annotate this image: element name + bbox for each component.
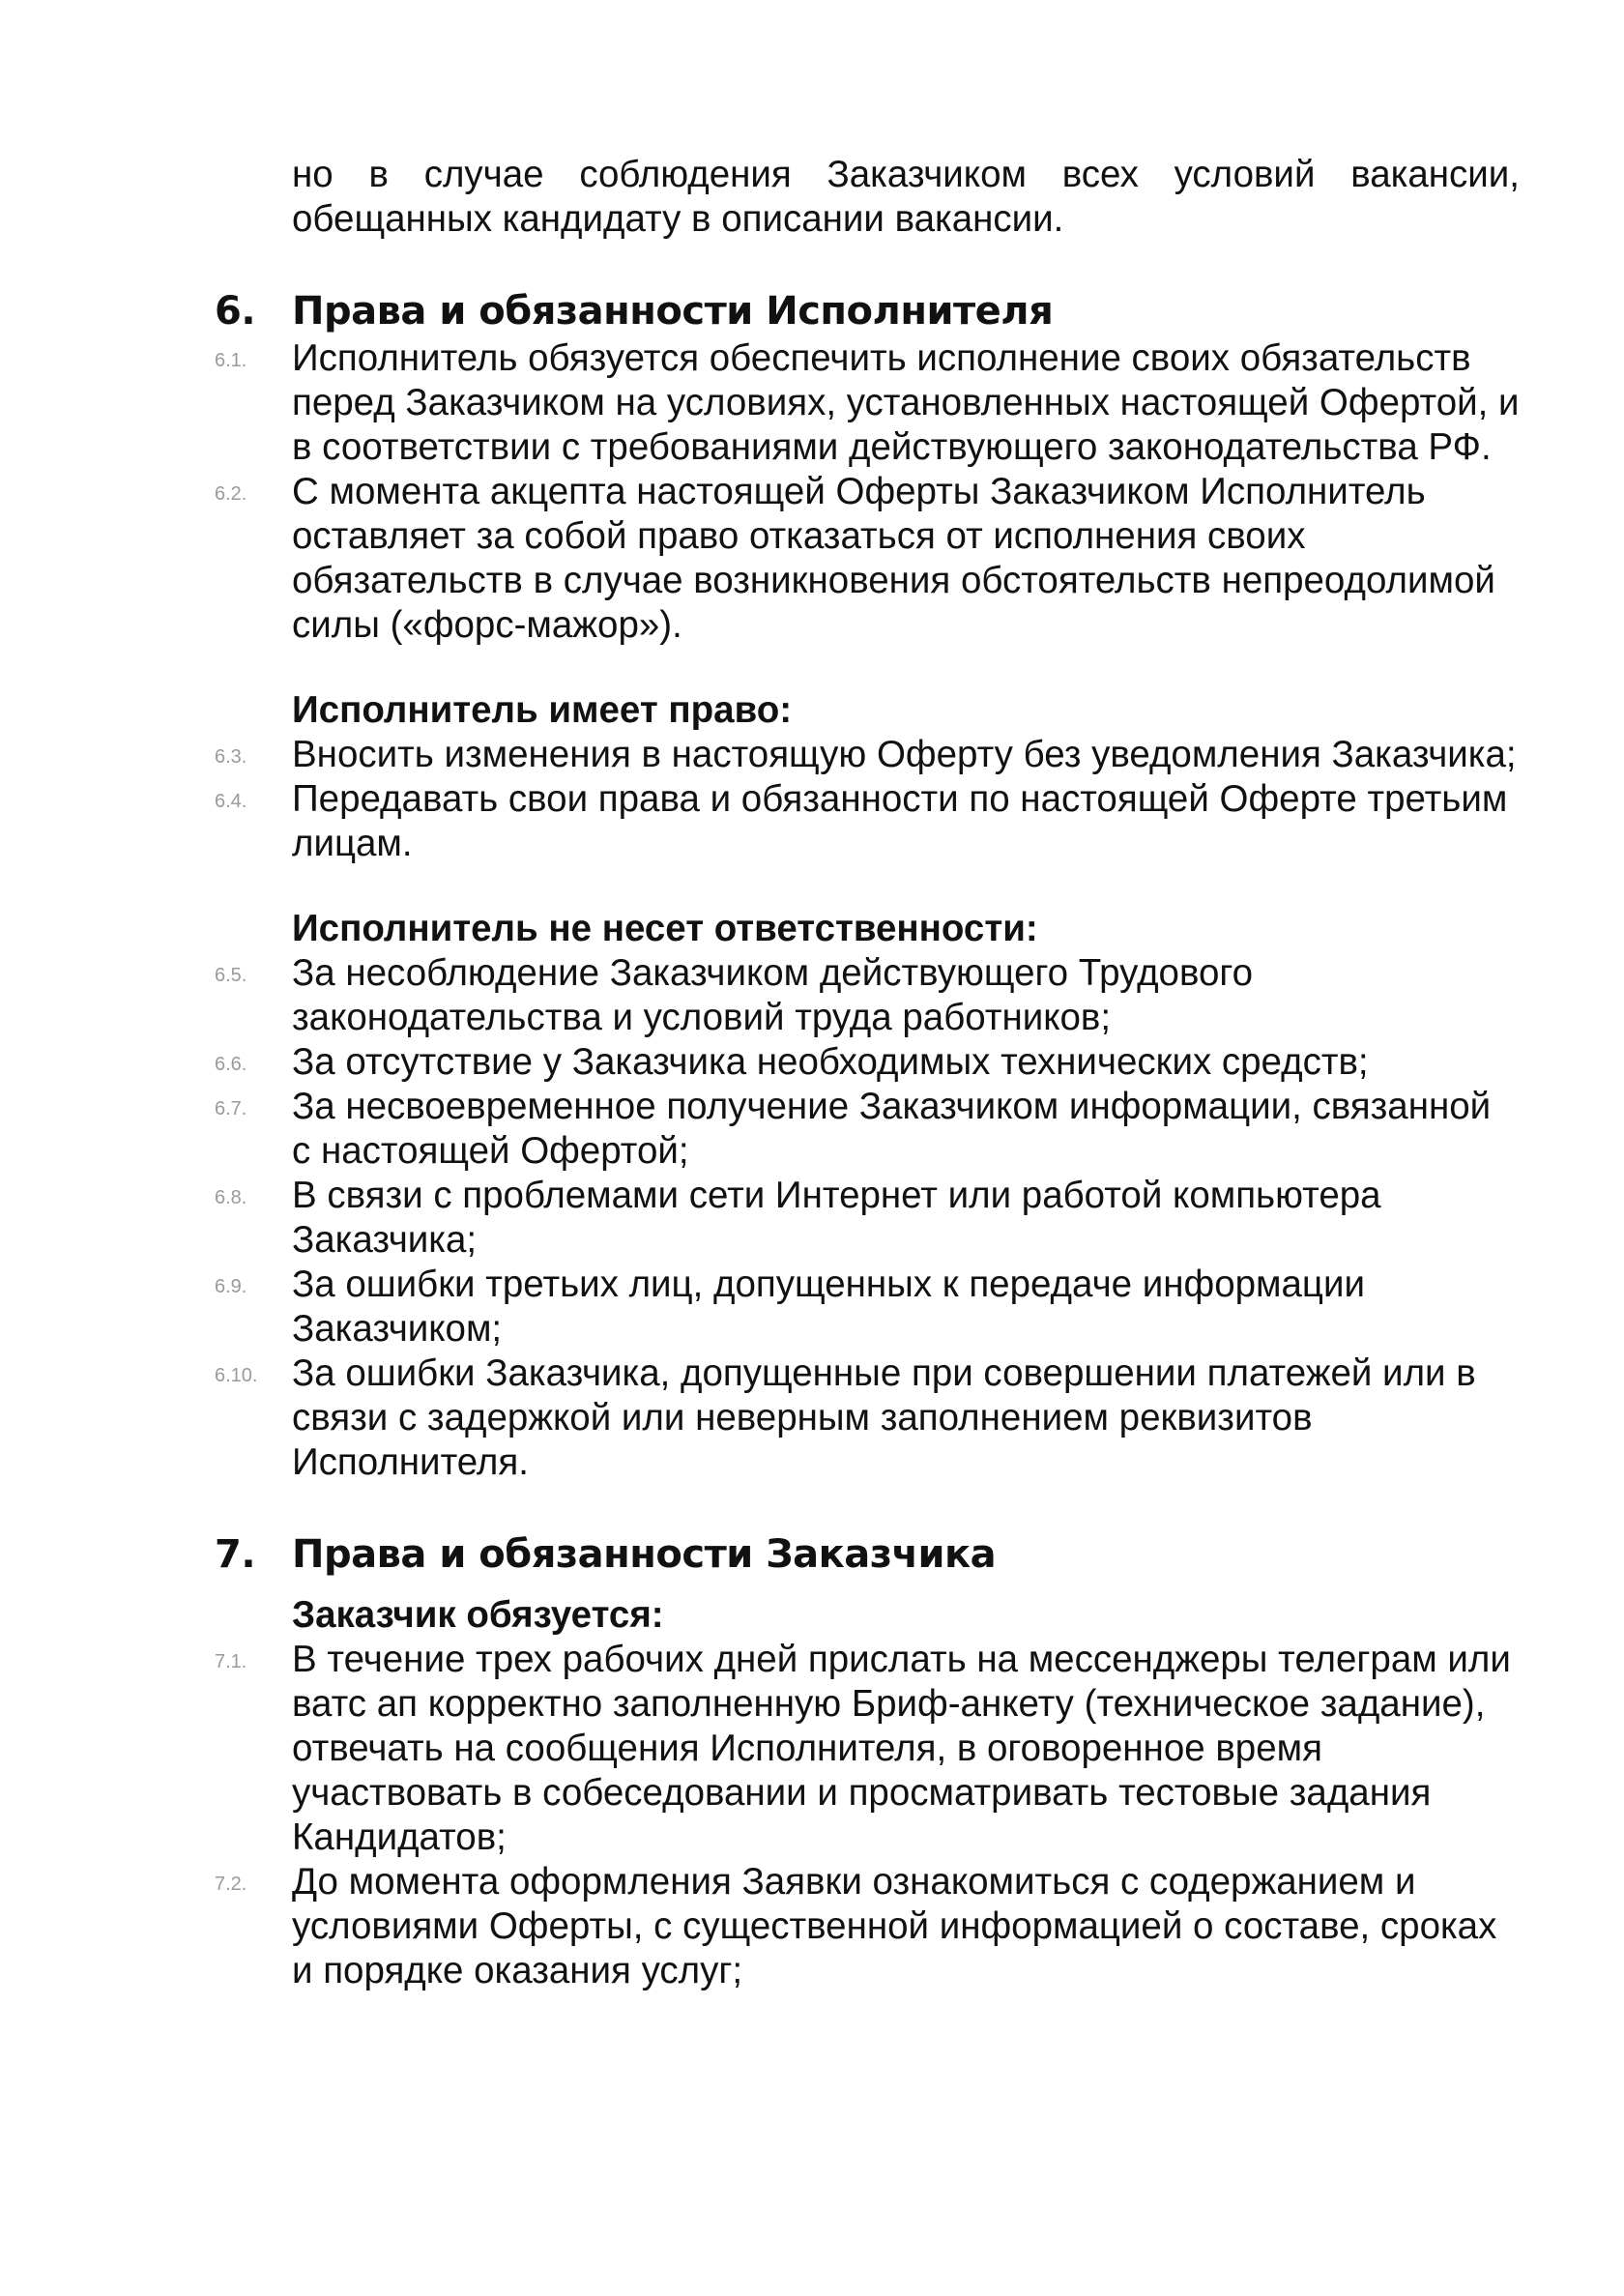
- item-number: 7.1.: [215, 1651, 247, 1672]
- item-number: 6.4.: [215, 791, 247, 812]
- list-item: [215, 777, 1520, 866]
- list-item: [215, 1860, 1520, 1993]
- section-number: 6.: [215, 289, 256, 334]
- item-text: За несоблюдение Заказчиком действующего Трудового законодательства и условий труда работников;: [292, 952, 1254, 1038]
- item-number: 6.8.: [215, 1187, 247, 1208]
- list-item: [215, 1085, 1520, 1174]
- list-item: [215, 1638, 1520, 1860]
- item-text: Исполнитель обязуется обеспечить исполнение своих обязательств перед Заказчиком на условиях, установленных настоящей Офертой, и в соответствии с требованиями действующего законодательства РФ.: [292, 337, 1520, 468]
- liability-subheading: Исполнитель не несет ответственности:: [292, 908, 1038, 949]
- list-item: [215, 1351, 1520, 1485]
- item-text: В связи с проблемами сети Интернет или работой компьютера Заказчика;: [292, 1175, 1381, 1261]
- item-number: 6.10.: [215, 1365, 258, 1386]
- item-number: 6.1.: [215, 350, 247, 371]
- list-item: [215, 1263, 1520, 1351]
- list-item: [215, 1040, 1520, 1085]
- list-item: [215, 336, 1520, 470]
- item-number: 6.7.: [215, 1098, 247, 1119]
- item-number: 7.2.: [215, 1874, 247, 1895]
- item-text: За ошибки Заказчика, допущенные при совершении платежей или в связи с задержкой или неверным заполнением реквизитов Исполнителя.: [292, 1352, 1476, 1483]
- rights-subheading: Исполнитель имеет право:: [292, 689, 793, 731]
- section-title: Права и обязанности Исполнителя: [292, 289, 1054, 334]
- section-title: Права и обязанности Заказчика: [292, 1532, 997, 1577]
- obligations-subheading: Заказчик обязуется:: [292, 1594, 664, 1636]
- item-text: За ошибки третьих лиц, допущенных к передаче информации Заказчиком;: [292, 1264, 1365, 1350]
- section-7-heading: [215, 1529, 1520, 1580]
- page-content: [215, 153, 1520, 1993]
- item-text: До момента оформления Заявки ознакомиться с содержанием и условиями Оферты, с существенной информацией о составе, сроках и порядке оказания услуг;: [292, 1861, 1497, 1991]
- item-text: В течение трех рабочих дней прислать на мессенджеры телеграм или ватс ап корректно заполненную Бриф-анкету (техническое задание), отвечать на сообщения Исполнителя, в оговоренное время участвовать в собеседовании и просматривать тестовые задания Кандидатов;: [292, 1639, 1511, 1858]
- list-item: [215, 733, 1520, 777]
- list-item: [215, 951, 1520, 1040]
- item-text: За несвоевременное получение Заказчиком информации, связанной с настоящей Офертой;: [292, 1086, 1492, 1172]
- item-number: 6.3.: [215, 746, 247, 768]
- item-text: С момента акцепта настоящей Оферты Заказчиком Исполнитель оставляет за собой право отказаться от исполнения своих обязательств в случае возникновения обстоятельств непреодолимой силы («форс-мажор»).: [292, 471, 1495, 646]
- item-number: 6.2.: [215, 483, 247, 505]
- item-text: За отсутствие у Заказчика необходимых технических средств;: [292, 1041, 1369, 1083]
- list-item: [215, 470, 1520, 648]
- section-6-heading: [215, 286, 1520, 336]
- item-text: Вносить изменения в настоящую Оферту без уведомления Заказчика;: [292, 734, 1517, 775]
- item-number: 6.6.: [215, 1054, 247, 1075]
- section-number: 7.: [215, 1532, 256, 1577]
- item-number: 6.5.: [215, 965, 247, 986]
- intro-paragraph: но в случае соблюдения Заказчиком всех условий вакансии, обещанных кандидату в описании вакансии.: [292, 154, 1520, 240]
- item-text: Передавать свои права и обязанности по настоящей Оферте третьим лицам.: [292, 778, 1508, 864]
- list-item: [215, 1174, 1520, 1263]
- item-number: 6.9.: [215, 1276, 247, 1297]
